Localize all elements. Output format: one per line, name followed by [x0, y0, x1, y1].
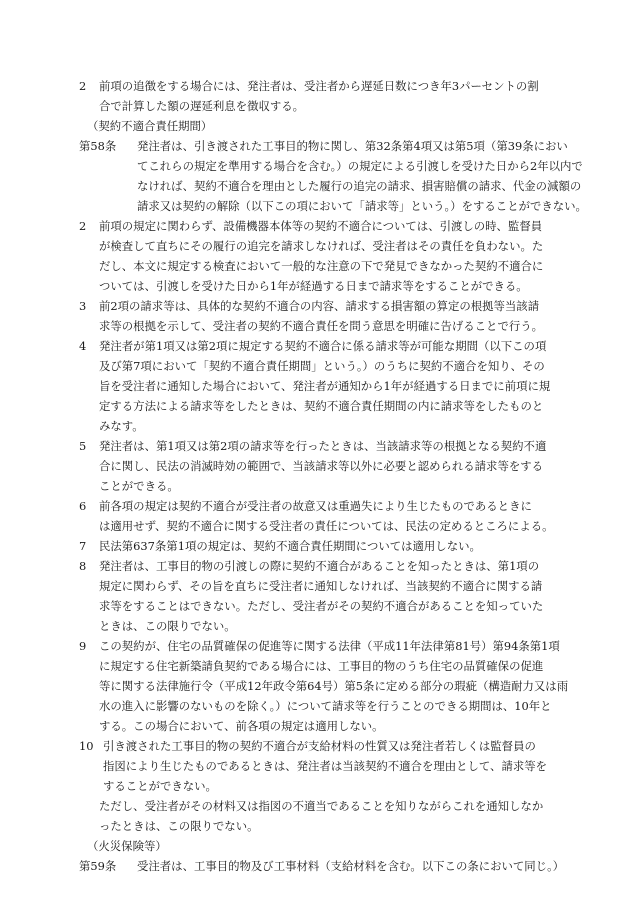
text-line: てこれらの規定を準用する場合を含む。）の規定による引渡しを受けた日から2年以内で: [137, 159, 583, 173]
paragraph-text: [99, 536, 551, 556]
text-line: 水の進入に影響のないものを除く。）について請求等を行うことのできる期間は、10年と: [99, 699, 552, 713]
text-line: は適用せず、契約不適合に関する受注者の責任については、民法の定めるところによる。: [99, 519, 554, 533]
text-line: ことができる。: [99, 479, 179, 493]
clause-number: 10: [79, 739, 94, 753]
clause-number: 9: [79, 639, 87, 653]
text-line: なければ、契約不適合を理由とした履行の追完の請求、損害賠償の請求、代金の減額の: [137, 179, 582, 193]
text-line: 前各項の規定は契約不適合が受注者の故意又は重過失により生じたものであるときに: [99, 499, 532, 513]
clause-paragraph: [79, 556, 551, 636]
text-line: 請求又は契約の解除（以下この項において「請求等」という。）をすることができない。: [137, 199, 587, 213]
text-line: ついては、引渡しを受けた日から1年が経過する日まで請求等をすることができる。: [99, 279, 528, 293]
text-line: 引き渡された工事目的物の契約不適合が支給材料の性質又は発注者若しくは監督員の: [103, 739, 536, 753]
article-number: 第59条: [79, 859, 117, 873]
clause-number: 2: [79, 79, 87, 93]
paragraph-text: [99, 496, 554, 536]
text-line: 発注者は、引き渡された工事目的物に関し、第32条第4項又は第5項（第39条におい: [137, 139, 568, 153]
text-line: ただし、受注者がその材料又は指図の不適当であることを知りながらこれを通知しなか: [99, 799, 544, 813]
text-line: 発注者が第1項又は第2項に規定する契約不適合に係る請求等が可能な期間（以下この項: [99, 339, 547, 353]
text-line: する。この場合において、前各項の規定は適用しない。: [99, 719, 384, 733]
text-line: が検査して直ちにその履行の追完を請求しなければ、受注者はその責任を負わない。た: [99, 239, 544, 253]
clause-paragraph: [79, 736, 551, 796]
text-line: 規定に関わらず、その旨を直ちに受注者に通知しなければ、当該契約不適合に関する請: [99, 579, 543, 593]
text-line: ったときは、この限りでない。: [99, 819, 259, 833]
text-line: 民法第637条第1項の規定は、契約不適合責任期間については適用しない。: [99, 539, 481, 553]
text-line: 指図により生じたものであるときは、発注者は当該契約不適合を理由として、請求等を: [103, 759, 548, 773]
text-line: 等に関する法律施行令（平成12年政令第64号）第5条に定める部分の瑕疵（構造耐力又は雨: [99, 679, 569, 693]
clause-number: 2: [79, 219, 87, 233]
text-line: 旨を受注者に通知した場合において、発注者が通知から1年が経過する日までに前項に規: [99, 379, 551, 393]
clause-paragraph: [79, 496, 554, 536]
clause-number: 3: [79, 299, 87, 313]
text-line: 前項の追徴をする場合には、発注者は、受注者から遅延日数につき年3パーセントの割: [99, 79, 539, 93]
text-line: 定する方法による請求等をしたときは、契約不適合責任期間の内に請求等をしたものと: [99, 399, 544, 413]
clause-number: 5: [79, 439, 87, 453]
text-line: 求等をすることはできない。ただし、受注者がその契約不適合があることを知っていた: [99, 599, 544, 613]
text-line: 合で計算した額の遅延利息を徴収する。: [99, 99, 305, 113]
text-line: 発注者は、工事目的物の引渡しの際に契約不適合があることを知ったときは、第1項の: [99, 559, 540, 573]
paragraph-text: [99, 556, 551, 636]
text-line: 合に関し、民法の消滅時効の範囲で、当該請求等以外に必要と認められる請求等をする: [99, 459, 544, 473]
paragraph-text: [103, 736, 551, 796]
text-line: 前2項の請求等は、具体的な契約不適合の内容、請求する損害額の算定の根拠等当該請: [99, 299, 540, 313]
clause-paragraph: [79, 296, 551, 336]
text-line: この契約が、住宅の品質確保の促進等に関する法律（平成11年法律第81号）第94条第1項: [99, 639, 560, 653]
paragraph-text: [99, 436, 551, 496]
text-line: に規定する住宅新築請負契約である場合には、工事目的物のうち住宅の品質確保の促進: [99, 659, 544, 673]
text-line: だし、本文に規定する検査において一般的な注意の下で発見できなかった契約不適合に: [99, 259, 544, 273]
article-caption: [79, 836, 551, 856]
paragraph-text: [137, 856, 564, 876]
paragraph-text: [99, 636, 568, 736]
paragraph-text: [87, 836, 551, 856]
text-line: 前項の規定に関わらず、設備機器本体等の契約不適合については、引渡しの時、監督員: [99, 219, 543, 233]
clause-paragraph: [79, 216, 551, 296]
text-line: みなす。: [99, 419, 144, 433]
article-paragraph: [79, 136, 587, 216]
paragraph-text: [99, 796, 551, 836]
article-paragraph: [79, 856, 565, 876]
paragraph-text: [137, 136, 587, 216]
clause-number: 7: [79, 539, 87, 553]
clause-number: 6: [79, 499, 87, 513]
clause-paragraph: [79, 536, 551, 556]
clause-paragraph: [79, 336, 551, 436]
paragraph-text: [99, 216, 551, 296]
text-line: （契約不適合責任期間）: [87, 119, 213, 133]
article-caption: [79, 116, 551, 136]
clause-paragraph: [79, 636, 569, 736]
text-line: 及び第7項において「契約不適合責任期間」という。）のうちに契約不適合を知り、その: [99, 359, 545, 373]
paragraph-text: [87, 116, 551, 136]
text-line: することができない。: [103, 779, 217, 793]
text-line: 求等の根拠を示して、受注者の契約不適合責任を問う意思を明確に告げることで行う。: [99, 319, 544, 333]
clause-number: 4: [79, 339, 87, 353]
clause-number: 8: [79, 559, 87, 573]
text-line: ときは、この限りでない。: [99, 619, 236, 633]
text-line: 発注者は、第1項又は第2項の請求等を行ったときは、当該請求等の根拠となる契約不適: [99, 439, 547, 453]
paragraph-text: [99, 296, 551, 336]
paragraph-text: [99, 336, 551, 436]
text-line: （火災保険等）: [87, 839, 167, 853]
clause-paragraph: [79, 76, 551, 116]
article-number: 第58条: [79, 139, 117, 153]
clause-paragraph: [79, 436, 551, 496]
text-line: 受注者は、工事目的物及び工事材料（支給材料を含む。以下この条において同じ。）: [137, 859, 565, 873]
paragraph-text: [99, 76, 551, 116]
continuation-paragraph: [79, 796, 551, 836]
